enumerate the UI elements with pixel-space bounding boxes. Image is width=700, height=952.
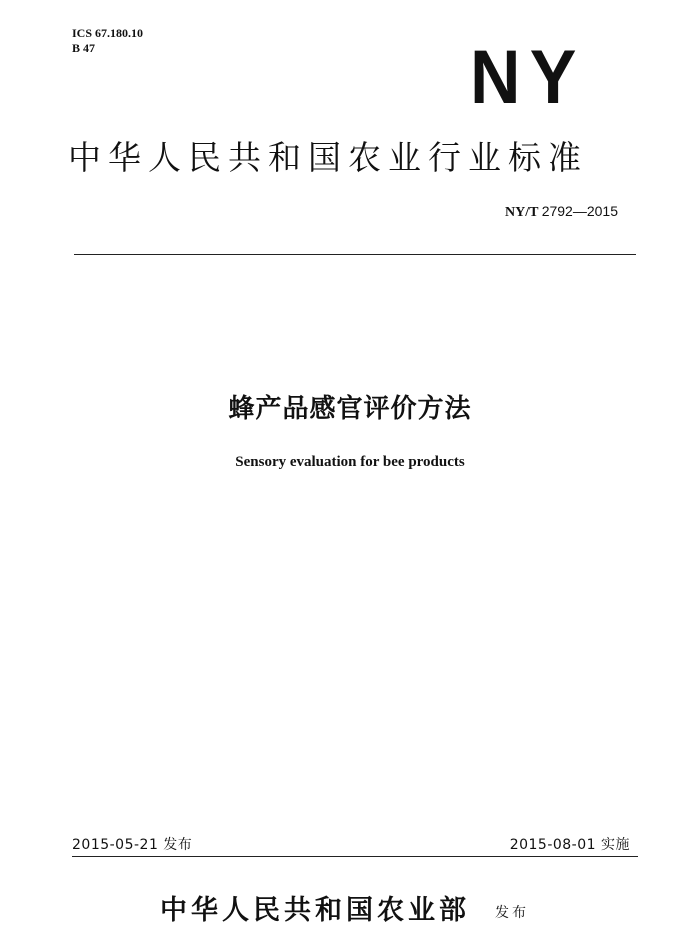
bottom-divider [72,856,638,857]
ics-code: ICS 67.180.10 [72,26,144,40]
standard-number-value: 2792—2015 [541,203,618,219]
standard-logo: NY [470,35,586,120]
document-title-cn: 蜂产品感官评价方法 [228,394,472,424]
ccs-code: B 47 [72,41,96,55]
implementation-date: 2015-08-01 实施 [509,837,630,853]
issuing-authority-suffix: 发布 [495,905,529,921]
standard-number-prefix: NY/T [505,205,539,220]
document-title-en: Sensory evaluation for bee products [235,454,465,470]
top-divider [74,254,636,255]
issue-date: 2015-05-21 发布 [72,837,193,853]
standard-category-title: 中华人民共和国农业行业标准 [68,138,588,177]
standard-number [505,203,618,221]
issuing-authority: 中华人民共和国农业部 [160,895,470,926]
